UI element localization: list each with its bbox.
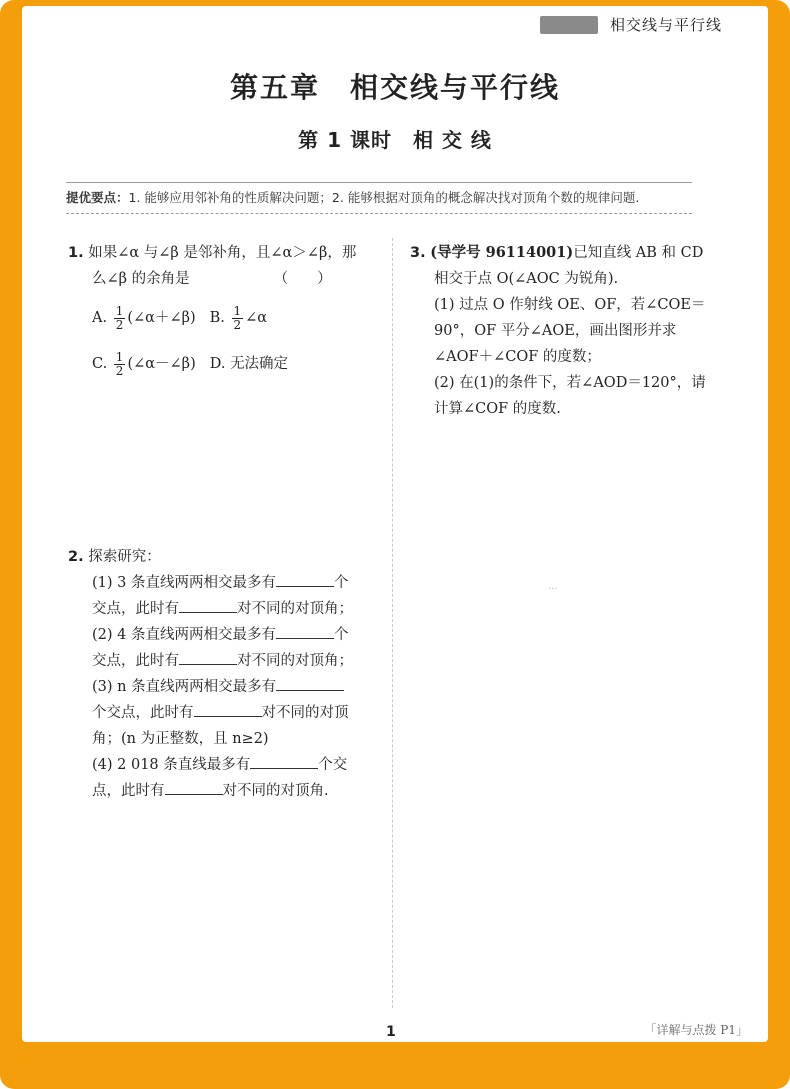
q1-option-b-fraction — [232, 305, 244, 332]
q1-number: 1. — [68, 245, 84, 261]
header-tag-badge — [540, 16, 598, 34]
q2-part3-tail: 对不同的对顶 — [261, 705, 349, 721]
q2-part1-text: (1) 3 条直线两两相交最多有 — [92, 575, 276, 591]
fraction-numerator: 1 — [115, 349, 124, 364]
footer-reference: 「详解与点拨 P1」 — [644, 1023, 748, 1037]
answer-blank[interactable] — [165, 780, 223, 795]
q3-source: (导学号 96114001) — [430, 244, 574, 261]
fraction-numerator: 1 — [233, 303, 242, 318]
worksheet-page — [22, 6, 768, 1042]
key-points-label: 提优要点： — [66, 190, 129, 205]
chapter-title: 第五章 相交线与平行线 — [229, 71, 560, 104]
q2-part2-unit: 个 — [333, 627, 349, 643]
q3-part1-line2: 90°，OF 平分∠AOE，画出图形并求 — [434, 323, 677, 339]
q2-part4-tail: 对不同的对顶角. — [222, 783, 329, 799]
answer-blank[interactable] — [179, 598, 237, 613]
q2-part4-text2: 点，此时有 — [92, 783, 165, 799]
lesson-title: 第 1 课时 相 交 线 — [298, 128, 492, 152]
q3-line1: 已知直线 AB 和 CD — [573, 245, 704, 261]
question-3 — [410, 240, 730, 422]
scan-smudge: ··· — [548, 584, 558, 595]
answer-blank[interactable] — [276, 676, 344, 691]
answer-blank[interactable] — [194, 702, 262, 717]
q1-option-b-text: ∠α — [245, 310, 268, 326]
q1-option-a — [92, 305, 196, 332]
q2-part2-text: (2) 4 条直线两两相交最多有 — [92, 627, 276, 643]
q1-option-c-fraction — [114, 351, 126, 378]
fraction-denominator: 2 — [233, 317, 242, 332]
q1-option-a-text: (∠α＋∠β) — [127, 310, 196, 326]
q2-part2-text2: 交点，此时有 — [92, 653, 179, 669]
question-1 — [68, 240, 384, 386]
key-points-bar — [66, 182, 692, 214]
q3-number: 3. — [410, 245, 426, 261]
key-points-text: 1. 能够应用邻补角的性质解决问题；2. 能够根据对顶角的概念解决找对顶角个数的规律问题. — [128, 190, 640, 205]
q3-line2: 相交于点 O(∠AOC 为锐角). — [434, 271, 619, 287]
q2-title: 探索研究： — [88, 549, 161, 565]
q2-part1-unit: 个 — [333, 575, 349, 591]
q3-part2-line1: (2) 在(1)的条件下，若∠AOD＝120°，请 — [434, 375, 706, 391]
q2-part4-text: (4) 2 018 条直线最多有 — [92, 757, 251, 773]
q3-part1-line3: ∠AOF＋∠COF 的度数； — [434, 349, 601, 365]
q1-line2: 么∠β 的余角是 — [92, 271, 190, 287]
q2-part3-text2: 个交点，此时有 — [92, 705, 194, 721]
page-number: 1 — [386, 1024, 396, 1040]
column-divider — [392, 238, 393, 1008]
q1-option-a-label: A. — [92, 310, 108, 326]
fraction-numerator: 1 — [115, 303, 124, 318]
q1-line1: 如果∠α 与∠β 是邻补角，且∠α＞∠β，那 — [88, 245, 357, 261]
question-2 — [68, 544, 384, 804]
q2-part3-text: (3) n 条直线两两相交最多有 — [92, 679, 277, 695]
q1-option-a-fraction — [114, 305, 126, 332]
q2-number: 2. — [68, 549, 84, 565]
answer-blank[interactable] — [250, 754, 318, 769]
q1-option-b — [210, 305, 267, 332]
q1-option-d — [210, 351, 288, 377]
q3-part1-line1: (1) 过点 O 作射线 OE、OF，若∠COE＝ — [434, 297, 706, 313]
q1-option-c-text: (∠α－∠β) — [127, 356, 196, 372]
q1-option-c-label: C. — [92, 356, 108, 372]
fraction-denominator: 2 — [115, 363, 124, 378]
q1-option-d-label: D. — [209, 356, 226, 372]
q2-part3-condition: 角；(n 为正整数，且 n≥2) — [92, 731, 269, 747]
q1-option-d-text: 无法确定 — [230, 356, 289, 372]
answer-blank[interactable] — [276, 624, 334, 639]
q1-answer-paren: （ ） — [273, 271, 332, 287]
q1-option-b-label: B. — [209, 310, 225, 326]
q2-part2-tail: 对不同的对顶角； — [237, 653, 353, 669]
header-section-title: 相交线与平行线 — [610, 16, 723, 34]
q2-part4-unit: 个交 — [318, 757, 348, 773]
q2-part1-tail: 对不同的对顶角； — [237, 601, 353, 617]
q3-part2-line2: 计算∠COF 的度数. — [434, 401, 561, 417]
q2-part1-text2: 交点，此时有 — [92, 601, 179, 617]
answer-blank[interactable] — [276, 572, 334, 587]
fraction-denominator: 2 — [115, 317, 124, 332]
q1-option-c — [92, 351, 196, 378]
answer-blank[interactable] — [179, 650, 237, 665]
